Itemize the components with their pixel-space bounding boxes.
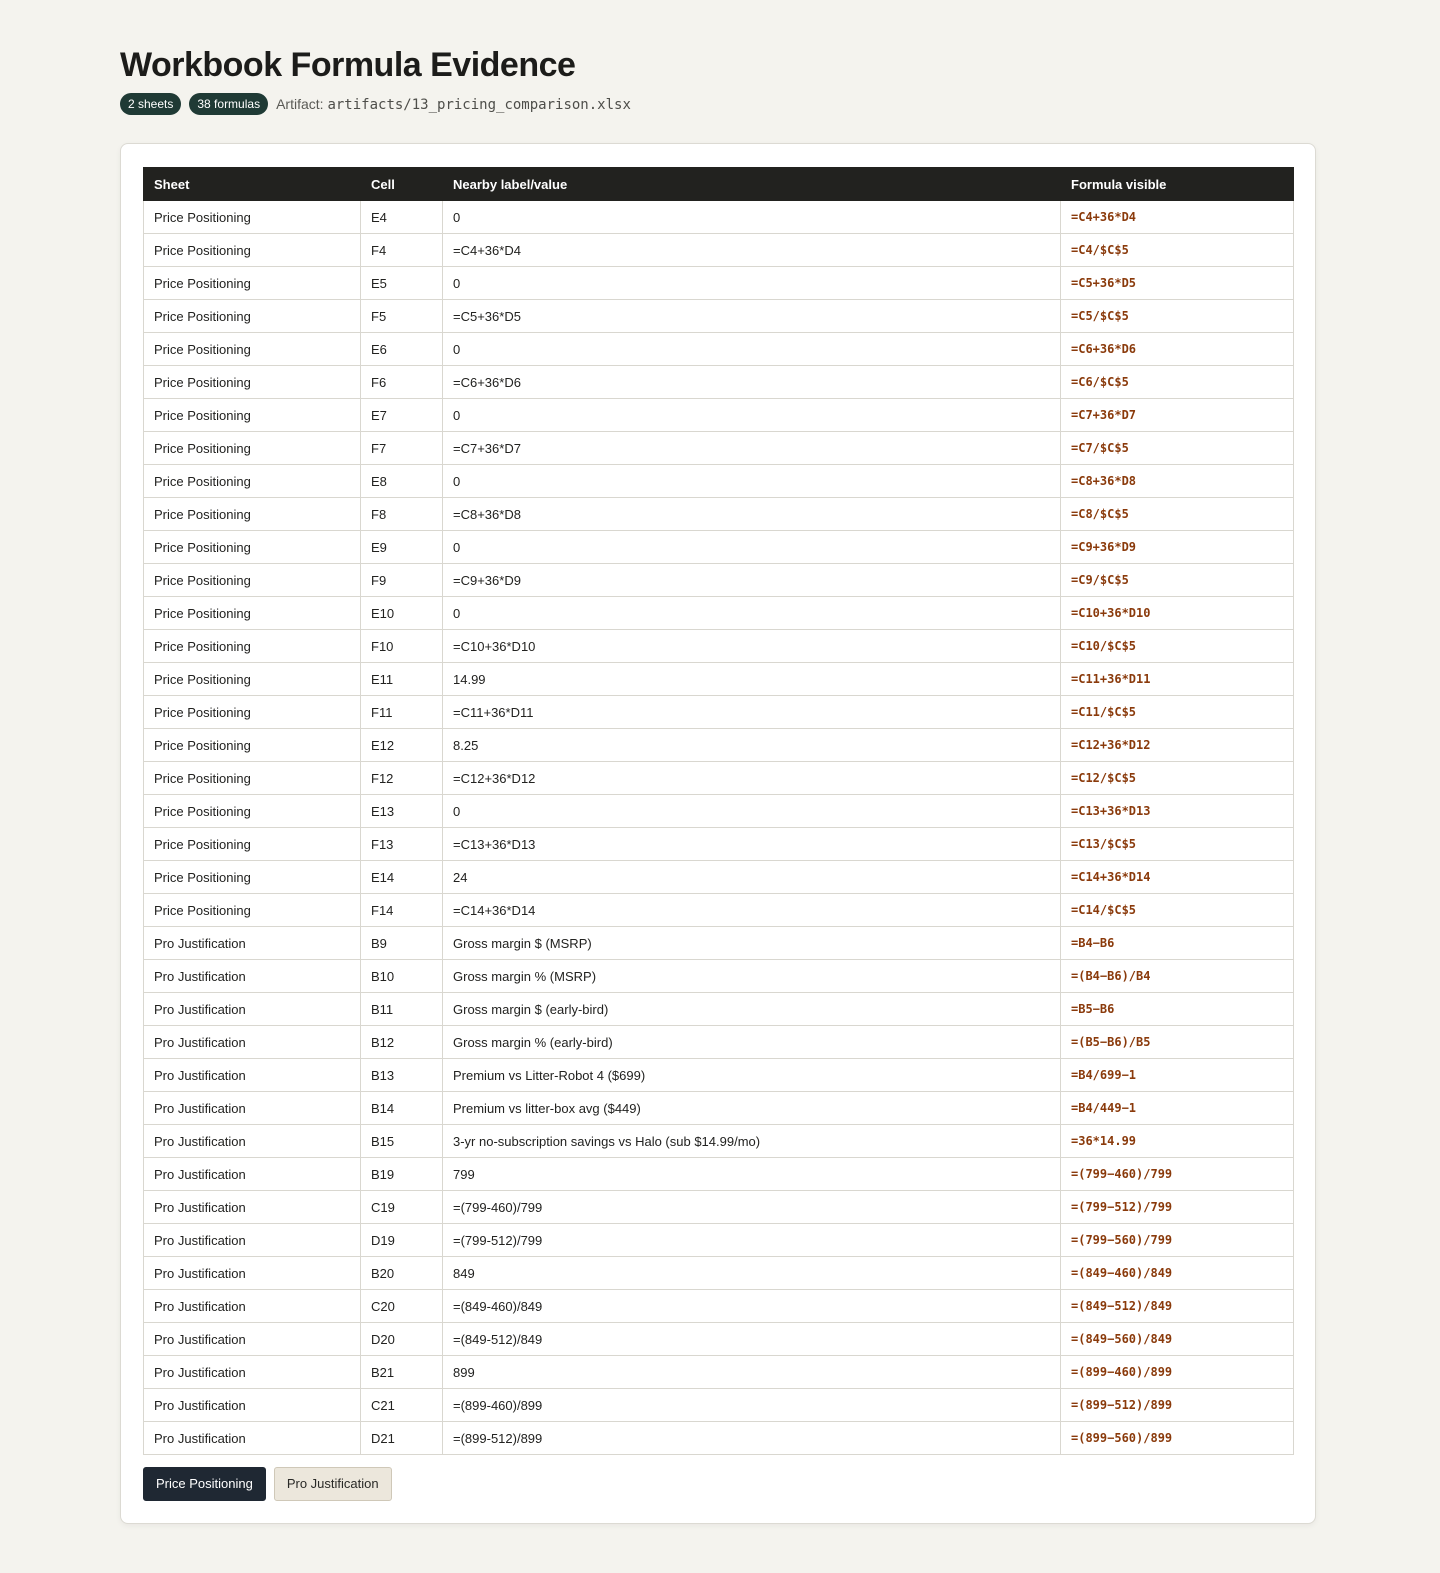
sheet-cell: Price Positioning [144, 531, 361, 564]
sheet-cell: Pro Justification [144, 1356, 361, 1389]
nearby-value: 0 [443, 201, 1061, 234]
cell-ref: F12 [361, 762, 443, 795]
formula-cell: =C5+36*D5 [1061, 267, 1294, 300]
sheet-cell: Price Positioning [144, 498, 361, 531]
nearby-value: 0 [443, 795, 1061, 828]
nearby-value: 0 [443, 465, 1061, 498]
artifact-label: Artifact: [276, 95, 324, 112]
table-row [144, 201, 1294, 234]
cell-ref: E7 [361, 399, 443, 432]
sheet-cell: Pro Justification [144, 1191, 361, 1224]
nearby-value: =(849-512)/849 [443, 1323, 1061, 1356]
table-row [144, 894, 1294, 927]
cell-ref: B12 [361, 1026, 443, 1059]
nearby-value: 0 [443, 267, 1061, 300]
formula-cell: =C10/$C$5 [1061, 630, 1294, 663]
table-row [144, 1125, 1294, 1158]
sheet-cell: Pro Justification [144, 993, 361, 1026]
formula-cell: =(899−460)/899 [1061, 1356, 1294, 1389]
formula-card [120, 143, 1316, 1524]
nearby-value: =C13+36*D13 [443, 828, 1061, 861]
tab-price-positioning[interactable]: Price Positioning [143, 1467, 266, 1501]
cell-ref: F6 [361, 366, 443, 399]
sheet-tabs [143, 1467, 400, 1501]
formula-cell: =(899−560)/899 [1061, 1422, 1294, 1455]
nearby-value: =(799-460)/799 [443, 1191, 1061, 1224]
table-row [144, 267, 1294, 300]
sheet-cell: Price Positioning [144, 267, 361, 300]
nearby-value: =C7+36*D7 [443, 432, 1061, 465]
nearby-value: 3-yr no-subscription savings vs Halo (sub $14.99/mo) [443, 1125, 1061, 1158]
nearby-value: =C14+36*D14 [443, 894, 1061, 927]
nearby-value: Gross margin $ (early-bird) [443, 993, 1061, 1026]
formula-cell: =C7/$C$5 [1061, 432, 1294, 465]
sheet-cell: Price Positioning [144, 564, 361, 597]
formula-cell: =(849−560)/849 [1061, 1323, 1294, 1356]
page-title: Workbook Formula Evidence [120, 46, 576, 84]
table-row [144, 1158, 1294, 1191]
sheet-cell: Pro Justification [144, 1224, 361, 1257]
cell-ref: C20 [361, 1290, 443, 1323]
cell-ref: B14 [361, 1092, 443, 1125]
table-row [144, 663, 1294, 696]
sheet-cell: Pro Justification [144, 1257, 361, 1290]
formula-cell: =(799−460)/799 [1061, 1158, 1294, 1191]
table-row [144, 498, 1294, 531]
sheet-cell: Pro Justification [144, 1323, 361, 1356]
formula-cell: =B4/449−1 [1061, 1092, 1294, 1125]
sheet-cell: Price Positioning [144, 300, 361, 333]
table-row [144, 795, 1294, 828]
sheet-cell: Price Positioning [144, 201, 361, 234]
table-row [144, 366, 1294, 399]
table-row [144, 630, 1294, 663]
sheet-cell: Price Positioning [144, 399, 361, 432]
sheet-cell: Price Positioning [144, 597, 361, 630]
sheet-cell: Pro Justification [144, 1290, 361, 1323]
cell-ref: C21 [361, 1389, 443, 1422]
table-row [144, 1092, 1294, 1125]
cell-ref: F5 [361, 300, 443, 333]
sheet-cell: Price Positioning [144, 729, 361, 762]
header-formula: Formula visible [1061, 168, 1294, 201]
formula-cell: =C4/$C$5 [1061, 234, 1294, 267]
header-nearby-value: Nearby label/value [443, 168, 1061, 201]
formula-cell: =B4/699−1 [1061, 1059, 1294, 1092]
cell-ref: E9 [361, 531, 443, 564]
nearby-value: =C12+36*D12 [443, 762, 1061, 795]
formula-cell: =C14+36*D14 [1061, 861, 1294, 894]
table-row [144, 762, 1294, 795]
sheet-cell: Pro Justification [144, 1125, 361, 1158]
formula-cell: =B4−B6 [1061, 927, 1294, 960]
formula-cell: =C6/$C$5 [1061, 366, 1294, 399]
table-row [144, 696, 1294, 729]
sheet-cell: Pro Justification [144, 1059, 361, 1092]
cell-ref: E8 [361, 465, 443, 498]
formula-cell: =36*14.99 [1061, 1125, 1294, 1158]
sheet-cell: Price Positioning [144, 828, 361, 861]
cell-ref: F11 [361, 696, 443, 729]
cell-ref: D20 [361, 1323, 443, 1356]
table-row [144, 1356, 1294, 1389]
nearby-value: =C4+36*D4 [443, 234, 1061, 267]
table-row [144, 300, 1294, 333]
formula-cell: =(799−512)/799 [1061, 1191, 1294, 1224]
table-row [144, 564, 1294, 597]
sheet-cell: Pro Justification [144, 1026, 361, 1059]
sheet-cell: Price Positioning [144, 333, 361, 366]
formula-cell: =(799−560)/799 [1061, 1224, 1294, 1257]
table-row [144, 1224, 1294, 1257]
nearby-value: 0 [443, 531, 1061, 564]
nearby-value: =C9+36*D9 [443, 564, 1061, 597]
formula-cell: =C13+36*D13 [1061, 795, 1294, 828]
nearby-value: Premium vs Litter-Robot 4 ($699) [443, 1059, 1061, 1092]
formula-cell: =C8+36*D8 [1061, 465, 1294, 498]
table-header-row [144, 168, 1294, 201]
table-row [144, 927, 1294, 960]
nearby-value: =(899-512)/899 [443, 1422, 1061, 1455]
cell-ref: B10 [361, 960, 443, 993]
nearby-value: =C6+36*D6 [443, 366, 1061, 399]
cell-ref: F14 [361, 894, 443, 927]
nearby-value: =C8+36*D8 [443, 498, 1061, 531]
formula-cell: =C11+36*D11 [1061, 663, 1294, 696]
table-row [144, 432, 1294, 465]
table-row [144, 465, 1294, 498]
table-row [144, 1389, 1294, 1422]
sheet-cell: Price Positioning [144, 762, 361, 795]
sheet-cell: Pro Justification [144, 1158, 361, 1191]
cell-ref: F13 [361, 828, 443, 861]
cell-ref: F4 [361, 234, 443, 267]
sheet-cell: Pro Justification [144, 1422, 361, 1455]
cell-ref: B20 [361, 1257, 443, 1290]
cell-ref: E14 [361, 861, 443, 894]
formula-cell: =C8/$C$5 [1061, 498, 1294, 531]
formula-table [143, 167, 1294, 1455]
nearby-value: 24 [443, 861, 1061, 894]
table-row [144, 597, 1294, 630]
formula-cell: =(B4−B6)/B4 [1061, 960, 1294, 993]
nearby-value: Gross margin % (MSRP) [443, 960, 1061, 993]
cell-ref: B21 [361, 1356, 443, 1389]
page [120, 40, 1316, 1491]
nearby-value: Premium vs litter-box avg ($449) [443, 1092, 1061, 1125]
nearby-value: 14.99 [443, 663, 1061, 696]
sheet-cell: Price Positioning [144, 894, 361, 927]
sheet-cell: Pro Justification [144, 1389, 361, 1422]
nearby-value: 0 [443, 333, 1061, 366]
table-row [144, 1323, 1294, 1356]
table-row [144, 861, 1294, 894]
table-row [144, 333, 1294, 366]
sheet-cell: Price Positioning [144, 663, 361, 696]
sheet-cell: Price Positioning [144, 795, 361, 828]
formula-cell: =B5−B6 [1061, 993, 1294, 1026]
nearby-value: =C11+36*D11 [443, 696, 1061, 729]
formulas-count-badge: 38 formulas [189, 93, 268, 115]
cell-ref: F10 [361, 630, 443, 663]
table-body [144, 201, 1294, 1455]
table-row [144, 1191, 1294, 1224]
sheet-cell: Pro Justification [144, 927, 361, 960]
nearby-value: 8.25 [443, 729, 1061, 762]
table-row [144, 729, 1294, 762]
cell-ref: F8 [361, 498, 443, 531]
table-row [144, 1257, 1294, 1290]
cell-ref: E11 [361, 663, 443, 696]
header-cell: Cell [361, 168, 443, 201]
formula-cell: =C12+36*D12 [1061, 729, 1294, 762]
formula-cell: =C4+36*D4 [1061, 201, 1294, 234]
formula-cell: =C12/$C$5 [1061, 762, 1294, 795]
table-row [144, 828, 1294, 861]
nearby-value: 849 [443, 1257, 1061, 1290]
table-row [144, 1026, 1294, 1059]
table-row [144, 1290, 1294, 1323]
table-row [144, 399, 1294, 432]
formula-cell: =(B5−B6)/B5 [1061, 1026, 1294, 1059]
cell-ref: C19 [361, 1191, 443, 1224]
nearby-value: =C10+36*D10 [443, 630, 1061, 663]
formula-cell: =(899−512)/899 [1061, 1389, 1294, 1422]
formula-cell: =C10+36*D10 [1061, 597, 1294, 630]
sheet-cell: Price Positioning [144, 366, 361, 399]
cell-ref: E6 [361, 333, 443, 366]
cell-ref: B13 [361, 1059, 443, 1092]
formula-cell: =C7+36*D7 [1061, 399, 1294, 432]
table-row [144, 1059, 1294, 1092]
cell-ref: D19 [361, 1224, 443, 1257]
nearby-value: =C5+36*D5 [443, 300, 1061, 333]
cell-ref: E4 [361, 201, 443, 234]
cell-ref: E5 [361, 267, 443, 300]
nearby-value: 899 [443, 1356, 1061, 1389]
cell-ref: B11 [361, 993, 443, 1026]
formula-cell: =C6+36*D6 [1061, 333, 1294, 366]
table-row [144, 1422, 1294, 1455]
table-row [144, 993, 1294, 1026]
formula-cell: =C14/$C$5 [1061, 894, 1294, 927]
formula-cell: =C13/$C$5 [1061, 828, 1294, 861]
table-row [144, 960, 1294, 993]
cell-ref: B19 [361, 1158, 443, 1191]
sheet-cell: Price Positioning [144, 432, 361, 465]
sheet-cell: Pro Justification [144, 960, 361, 993]
cell-ref: B9 [361, 927, 443, 960]
sheet-cell: Price Positioning [144, 696, 361, 729]
formula-cell: =C5/$C$5 [1061, 300, 1294, 333]
nearby-value: Gross margin % (early-bird) [443, 1026, 1061, 1059]
formula-cell: =(849−460)/849 [1061, 1257, 1294, 1290]
sheet-cell: Price Positioning [144, 234, 361, 267]
header-sheet: Sheet [144, 168, 361, 201]
sheet-cell: Price Positioning [144, 465, 361, 498]
cell-ref: E12 [361, 729, 443, 762]
artifact-path: artifacts/13_pricing_comparison.xlsx [327, 96, 631, 113]
sheets-count-badge: 2 sheets [120, 93, 181, 115]
formula-cell: =C9+36*D9 [1061, 531, 1294, 564]
tab-pro-justification[interactable]: Pro Justification [274, 1467, 392, 1501]
nearby-value: 0 [443, 597, 1061, 630]
meta-row [120, 92, 1316, 116]
cell-ref: E13 [361, 795, 443, 828]
nearby-value: =(899-460)/899 [443, 1389, 1061, 1422]
cell-ref: D21 [361, 1422, 443, 1455]
artifact-info [276, 96, 631, 113]
nearby-value: =(799-512)/799 [443, 1224, 1061, 1257]
formula-cell: =C11/$C$5 [1061, 696, 1294, 729]
nearby-value: Gross margin $ (MSRP) [443, 927, 1061, 960]
cell-ref: E10 [361, 597, 443, 630]
nearby-value: =(849-460)/849 [443, 1290, 1061, 1323]
nearby-value: 799 [443, 1158, 1061, 1191]
nearby-value: 0 [443, 399, 1061, 432]
sheet-cell: Price Positioning [144, 630, 361, 663]
cell-ref: F9 [361, 564, 443, 597]
sheet-cell: Price Positioning [144, 861, 361, 894]
cell-ref: F7 [361, 432, 443, 465]
cell-ref: B15 [361, 1125, 443, 1158]
table-row [144, 531, 1294, 564]
formula-cell: =(849−512)/849 [1061, 1290, 1294, 1323]
sheet-cell: Pro Justification [144, 1092, 361, 1125]
formula-cell: =C9/$C$5 [1061, 564, 1294, 597]
table-row [144, 234, 1294, 267]
